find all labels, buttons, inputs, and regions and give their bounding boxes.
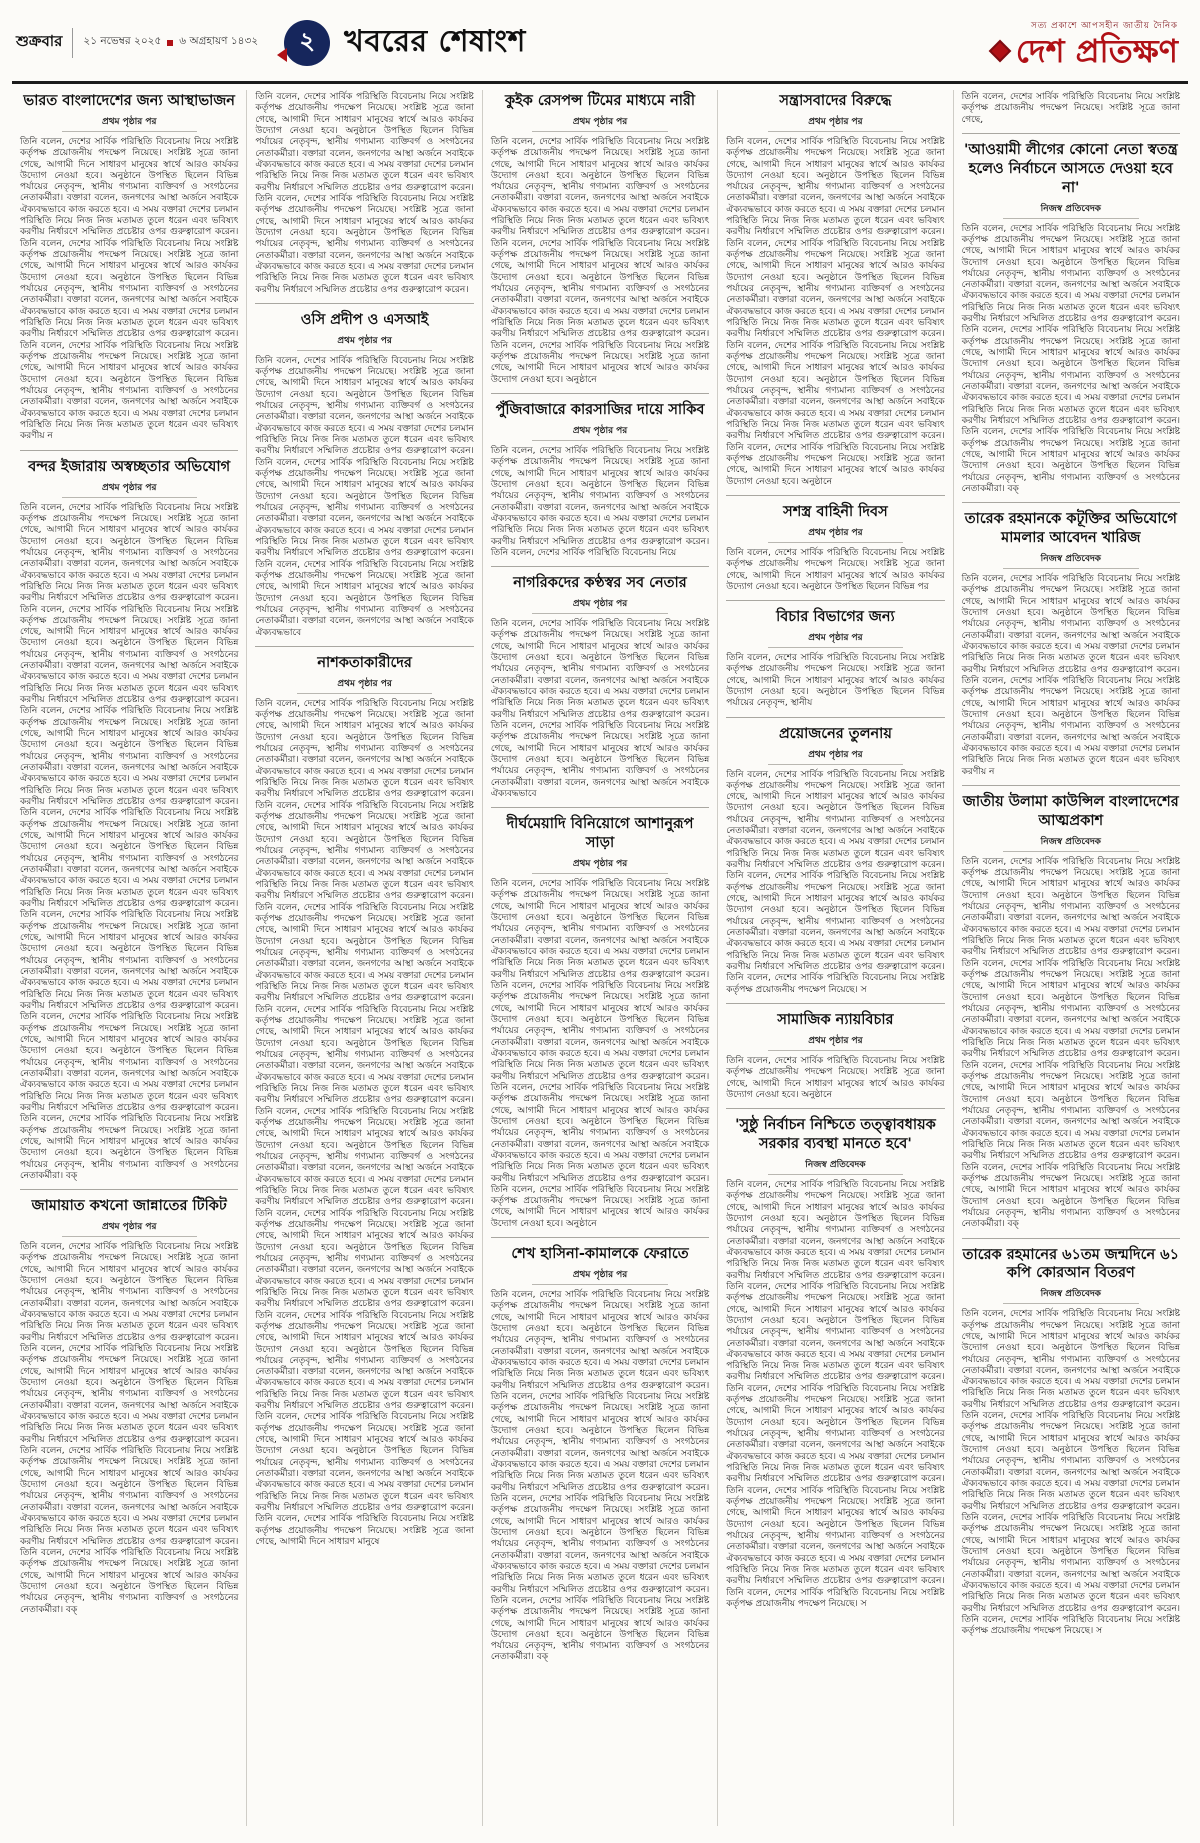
masthead <box>12 0 1188 84</box>
article-subhead: প্রথম পৃষ্ঠার পর <box>297 333 432 351</box>
article-body: তিনি বলেন, দেশের সার্বিক পরিস্থিতি বিবেচনায় নিয়ে সংশ্লিষ্ট কর্তৃপক্ষ প্রয়োজনীয় পদক্ষেপ নিয়েছে। সংশ্লিষ্ট সূত্রে জানা গেছে, আগামী দিনে সাধারণ মানুষের স্বার্থে আরও কার্যকর উদ্যোগ নেওয়া হবে। অনুষ্ঠানে উপস্থিত ছিলেন বিভিন্ন পর্যায়ের নেতৃবৃন্দ, স্থানীয় গণ্যমান্য ব্যক্তিবর্গ ও সংগঠনের নেতাকর্মীরা। বক্তারা বলেন, জনগণের আস্থা অর্জনে সবাইকে ঐক্যবদ্ধভাবে কাজ করতে হবে। এ সময় বক্তারা দেশের চলমান পরিস্থিতি নিয়ে নিজ নিজ মতামত তুলে ধরেন এবং ভবিষ্যৎ করণীয় নির্ধারণে সম্মিলিত প্রচেষ্টার ওপর গুরুত্বারোপ করেন। তিনি বলেন, দেশের সার্বিক পরিস্থিতি বিবেচনায় নিয়ে সংশ্লিষ্ট কর্তৃপক্ষ প্রয়োজনীয় পদক্ষেপ নিয়েছে। সংশ্লিষ্ট সূত্রে জানা গেছে, আগামী দিনে সাধারণ মানুষের স্বার্থে আরও কার্যকর উদ্যোগ নেওয়া হবে। অনুষ্ঠানে উপস্থিত ছিলেন বিভিন্ন পর্যায়ের নেতৃবৃন্দ, স্থানীয় গণ্যমান্য ব্যক্তিবর্গ ও সংগঠনের নেতাকর্মীরা। বক্তারা বলেন, জনগণের আস্থা অর্জনে সবাইকে ঐক্যবদ্ধভাবে কাজ করতে হবে। এ সময় বক্তারা দেশের চলমান পরিস্থিতি নিয়ে নিজ নিজ মতামত তুলে ধরেন এবং ভবিষ্যৎ করণীয় নির্ধারণে সম্মিলিত প্রচেষ্টার ওপর গুরুত্বারোপ করেন। তিনি বলেন, দেশের সার্বিক পরিস্থিতি বিবেচনায় নিয়ে সংশ্লিষ্ট কর্তৃপক্ষ প্রয়োজনীয় পদক্ষেপ নিয়েছে। সংশ্লিষ্ট সূত্রে জানা গেছে, আগামী দিনে সাধারণ মানুষের স্বার্থে আরও কার্যকর উদ্যোগ নেওয়া হবে। অনুষ্ঠানে উপস্থিত ছিলেন বিভিন্ন পর্যায়ের নেতৃবৃন্দ, স্থানীয় গণ্যমান্য ব্যক্তিবর্গ ও সংগঠনের নেতাকর্মীরা। বক্তারা বলেন, জনগণের আস্থা অর্জনে সবাইকে ঐক্যবদ্ধভাবে কাজ করতে হবে। এ সময় বক্তারা দেশের চলমান পরিস্থিতি নিয়ে নিজ নিজ মতামত তুলে ধরেন এবং ভবিষ্যৎ করণীয় নির্ধারণে সম্মিলিত প্রচেষ্টার ওপর গুরুত্বারোপ করেন। তিনি বলেন, দেশের সার্বিক পরিস্থিতি বিবেচনায় নিয়ে সংশ্লিষ্ট কর্তৃপক্ষ প্রয়োজনীয় পদক্ষেপ নিয়েছে। স <box>961 1309 1181 1637</box>
article <box>20 92 238 443</box>
news-column <box>483 90 718 1826</box>
article <box>962 785 1180 1231</box>
article <box>491 92 709 386</box>
article-headline: সন্ত্রাসবাদের বিরুদ্ধে <box>779 93 892 109</box>
article-headline: ওসি প্রদীপ ও এসআই <box>300 311 429 328</box>
article-subhead: প্রথম পৃষ্ঠার পর <box>62 114 197 132</box>
vertical-divider <box>72 28 73 58</box>
date-separator-icon <box>167 40 173 46</box>
article-subhead: প্রথম পৃষ্ঠার পর <box>768 525 903 543</box>
news-column <box>247 90 482 1826</box>
news-columns <box>12 84 1188 1826</box>
article-body: তিনি বলেন, দেশের সার্বিক পরিস্থিতি বিবেচনায় নিয়ে সংশ্লিষ্ট কর্তৃপক্ষ প্রয়োজনীয় পদক্ষেপ নিয়েছে। সংশ্লিষ্ট সূত্রে জানা গেছে, আগামী দিনে সাধারণ মানুষের স্বার্থে আরও কার্যকর উদ্যোগ নেওয়া হবে। অনুষ্ঠানে <box>726 1055 945 1100</box>
article-body: তিনি বলেন, দেশের সার্বিক পরিস্থিতি বিবেচনায় নিয়ে সংশ্লিষ্ট কর্তৃপক্ষ প্রয়োজনীয় পদক্ষেপ নিয়েছে। সংশ্লিষ্ট সূত্রে জানা গেছে, আগামী দিনে সাধারণ মানুষের স্বার্থে আরও কার্যকর উদ্যোগ নেওয়া হবে। অনুষ্ঠানে উপস্থিত ছিলেন বিভিন্ন পর্যায়ের নেতৃবৃন্দ, স্থানীয় গণ্যমান্য ব্যক্তিবর্গ ও সংগঠনের নেতাকর্মীরা। বক্তারা বলেন, জনগণের আস্থা অর্জনে সবাইকে ঐক্যবদ্ধভাবে কাজ করতে হবে। এ সময় বক্তারা দেশের চলমান পরিস্থিতি নিয়ে নিজ নিজ মতামত তুলে ধরেন এবং ভবিষ্যৎ করণীয় নির্ধারণে সম্মিলিত প্রচেষ্টার ওপর গুরুত্বারোপ করেন। তিনি বলেন, দেশের সার্বিক পরিস্থিতি বিবেচনায় নিয়ে সংশ্লিষ্ট কর্তৃপক্ষ প্রয়োজনীয় পদক্ষেপ নিয়েছে। সংশ্লিষ্ট সূত্রে জানা গেছে, আগামী দিনে সাধারণ মানুষের স্বার্থে আরও কার্যকর উদ্যোগ নেওয়া হবে। অনুষ্ঠানে উপস্থিত ছিলেন বিভিন্ন পর্যায়ের নেতৃবৃন্দ, স্থানীয় গণ্যমান্য ব্যক্তিবর্গ ও সংগঠনের নেতাকর্মীরা। বক্তারা বলেন, জনগণের আস্থা অর্জনে সবাইকে ঐক্যবদ্ধভাবে কাজ করতে হবে। এ সময় বক্তারা দেশের চলমান পরিস্থিতি নিয়ে নিজ নিজ মতামত তুলে ধরেন এবং ভবিষ্যৎ করণীয় নির্ধারণে সম্মিলিত প্রচেষ্টার ওপর গুরুত্বারোপ করেন। তিনি বলেন, দেশের সার্বিক পরিস্থিতি বিবেচনায় নিয়ে সংশ্লিষ্ট কর্তৃপক্ষ প্রয়োজনীয় পদক্ষেপ নিয়েছে। সংশ্লিষ্ট সূত্রে জানা গেছে, আগামী দিনে সাধারণ মানুষের স্বার্থে আরও কার্যকর উদ্যোগ নেওয়া হবে। অনুষ্ঠানে উপস্থিত ছিলেন বিভিন্ন পর্যায়ের নেতৃবৃন্দ, স্থানীয় গণ্যমান্য ব্যক্তিবর্গ ও সংগঠনের নেতাকর্মীরা। বক্ <box>961 223 1181 495</box>
gregorian-date: ২১ নভেম্বর ২০২৫ <box>83 35 162 47</box>
article-subhead: প্রথম পৃষ্ঠার পর <box>532 114 667 132</box>
article <box>491 807 709 1230</box>
date-line <box>83 34 258 51</box>
article-subhead: প্রথম পৃষ্ঠার পর <box>532 423 667 441</box>
article-body: তিনি বলেন, দেশের সার্বিক পরিস্থিতি বিবেচনায় নিয়ে সংশ্লিষ্ট কর্তৃপক্ষ প্রয়োজনীয় পদক্ষেপ নিয়েছে। সংশ্লিষ্ট সূত্রে জানা গেছে, আগামী দিনে সাধারণ মানুষের স্বার্থে আরও কার্যকর উদ্যোগ নেওয়া হবে। অনুষ্ঠানে উপস্থিত ছিলেন বিভিন্ন পর্যায়ের নেতৃবৃন্দ, স্থানীয় গণ্যমান্য ব্যক্তিবর্গ ও সংগঠনের নেতাকর্মীরা। বক্তারা বলেন, জনগণের আস্থা অর্জনে সবাইকে ঐক্যবদ্ধভাবে কাজ করতে হবে। এ সময় বক্তারা দেশের চলমান পরিস্থিতি নিয়ে নিজ নিজ মতামত তুলে ধরেন এবং ভবিষ্যৎ করণীয় নির্ধারণে সম্মিলিত প্রচেষ্টার ওপর গুরুত্বারোপ করেন। তিনি বলেন, দেশের সার্বিক পরিস্থিতি বিবেচনায় নিয়ে সংশ্লিষ্ট কর্তৃপক্ষ প্রয়োজনীয় পদক্ষেপ নিয়েছে। সংশ্লিষ্ট সূত্রে জানা গেছে, আগামী দিনে সাধারণ মানুষের স্বার্থে আরও কার্যকর উদ্যোগ নেওয়া হবে। অনুষ্ঠানে উপস্থিত ছিলেন বিভিন্ন পর্যায়ের নেতৃবৃন্দ, স্থানীয় গণ্যমান্য ব্যক্তিবর্গ ও সংগঠনের নেতাকর্মীরা। বক্তারা বলেন, জনগণের আস্থা অর্জনে সবাইকে ঐক্যবদ্ধভাবে কাজ করতে হবে। এ সময় বক্তারা দেশের চলমান পরিস্থিতি নিয়ে নিজ নিজ মতামত তুলে ধরেন এবং ভবিষ্যৎ করণীয় নির্ধারণে সম্মিলিত প্রচেষ্টার ওপর গুরুত্বারোপ করেন। তিনি বলেন, দেশের সার্বিক পরিস্থিতি বিবেচনায় নিয়ে সংশ্লিষ্ট কর্তৃপক্ষ প্রয়োজনীয় পদক্ষেপ নিয়েছে। সংশ্লিষ্ট সূত্রে জানা গেছে, আগামী দিনে সাধারণ মানুষের স্বার্থে আরও কার্যকর উদ্যোগ নেওয়া হবে। অনুষ্ঠানে <box>490 136 710 385</box>
article-subhead: প্রথম পৃষ্ঠার পর <box>532 596 667 614</box>
article-headline: নাগরিকদের কণ্ঠস্বর সব নেতার <box>513 575 687 592</box>
article <box>726 600 944 709</box>
article-body: তিনি বলেন, দেশের সার্বিক পরিস্থিতি বিবেচনায় নিয়ে সংশ্লিষ্ট কর্তৃপক্ষ প্রয়োজনীয় পদক্ষেপ নিয়েছে। সংশ্লিষ্ট সূত্রে জানা গেছে, আগামী দিনে সাধারণ মানুষের স্বার্থে আরও কার্যকর উদ্যোগ নেওয়া হবে। অনুষ্ঠানে উপস্থিত ছিলেন বিভিন্ন পর্যায়ের নেতৃবৃন্দ, স্থানীয় গণ্যমান্য ব্যক্তিবর্গ ও সংগঠনের নেতাকর্মীরা। বক্তারা বলেন, জনগণের আস্থা অর্জনে সবাইকে ঐক্যবদ্ধভাবে কাজ করতে হবে। এ সময় বক্তারা দেশের চলমান পরিস্থিতি নিয়ে নিজ নিজ মতামত তুলে ধরেন এবং ভবিষ্যৎ করণীয় নির্ধারণে সম্মিলিত প্রচেষ্টার ওপর গুরুত্বারোপ করেন। তিনি বলেন, দেশের সার্বিক পরিস্থিতি বিবেচনায় নিয়ে সংশ্লিষ্ট কর্তৃপক্ষ প্রয়োজনীয় পদক্ষেপ নিয়েছে। সংশ্লিষ্ট সূত্রে জানা গেছে, আগামী দিনে সাধারণ মানুষের স্বার্থে আরও কার্যকর উদ্যোগ নেওয়া হবে। অনুষ্ঠানে উপস্থিত ছিলেন বিভিন্ন পর্যায়ের নেতৃবৃন্দ, স্থানীয় গণ্যমান্য ব্যক্তিবর্গ ও সংগঠনের নেতাকর্মীরা। বক্তারা বলেন, জনগণের আস্থা অর্জনে সবাইকে ঐক্যবদ্ধভাবে কাজ করতে হবে। এ সময় বক্তারা দেশের চলমান পরিস্থিতি নিয়ে নিজ নিজ মতামত তুলে ধরেন এবং ভবিষ্যৎ করণীয় নির্ধারণে সম্মিলিত প্রচেষ্টার ওপর গুরুত্বারোপ করেন। তিনি বলেন, দেশের সার্বিক পরিস্থিতি বিবেচনায় নিয়ে সংশ্লিষ্ট কর্তৃপক্ষ প্রয়োজনীয় পদক্ষেপ নিয়েছে। সংশ্লিষ্ট সূত্রে জানা গেছে, আগামী দিনে সাধারণ মানুষের স্বার্থে আরও কার্যকর উদ্যোগ নেওয়া হবে। অনুষ্ঠানে উপস্থিত ছিলেন বিভিন্ন পর্যায়ের নেতৃবৃন্দ, স্থানীয় গণ্যমান্য ব্যক্তিবর্গ ও সংগঠনের নেতাকর্মীরা। বক্তারা বলেন, জনগণের আস্থা অর্জনে সবাইকে ঐক্যবদ্ধভাবে কাজ করতে হবে। এ সময় বক্তারা দেশের চলমান পরিস্থিতি নিয়ে নিজ নিজ মতামত তুলে ধরেন এবং ভবিষ্যৎ করণীয় নির্ধারণে সম্মিলিত প্রচেষ্টার ওপর গুরুত্বারোপ করেন। তিনি বলেন, দেশের সার্বিক পরিস্থিতি বিবেচনায় নিয়ে সংশ্লিষ্ট কর্তৃপক্ষ প্রয়োজনীয় পদক্ষেপ নিয়েছে। সংশ্লিষ্ট সূত্রে জানা গেছে, আগামী দিনে সাধারণ মানুষের স্বার্থে আরও কার্যকর উদ্যোগ নেওয়া হবে। অনুষ্ঠানে উপস্থিত ছিলেন বিভিন্ন পর্যায়ের নেতৃবৃন্দ, স্থানীয় গণ্যমান্য ব্যক্তিবর্গ ও সংগঠনের নেতাকর্মীরা। বক্তারা বলেন, জনগণের আস্থা অর্জনে সবাইকে ঐক্যবদ্ধভাবে কাজ করতে হবে। এ সময় বক্তারা দেশের চলমান পরিস্থিতি নিয়ে নিজ নিজ মতামত তুলে ধরেন এবং ভবিষ্যৎ করণীয় নির্ধারণে সম্মিলিত প্রচেষ্টার ওপর গুরুত্বারোপ করেন। তিনি বলেন, দেশের সার্বিক পরিস্থিতি বিবেচনায় নিয়ে সংশ্লিষ্ট কর্তৃপক্ষ প্রয়োজনীয় পদক্ষেপ নিয়েছে। সংশ্লিষ্ট সূত্রে জানা গেছে, আগামী দিনে সাধারণ মানুষের স্বার্থে আরও কার্যকর উদ্যোগ নেওয়া হবে। অনুষ্ঠানে উপস্থিত ছিলেন বিভিন্ন পর্যায়ের নেতৃবৃন্দ, স্থানীয় গণ্যমান্য ব্যক্তিবর্গ ও সংগঠনের নেতাকর্মীরা। বক্তারা বলেন, জনগণের আস্থা অর্জনে সবাইকে ঐক্যবদ্ধভাবে কাজ করতে হবে। এ সময় বক্তারা দেশের চলমান পরিস্থিতি নিয়ে নিজ নিজ মতামত তুলে ধরেন এবং ভবিষ্যৎ করণীয় নির্ধারণে সম্মিলিত প্রচেষ্টার ওপর গুরুত্বারোপ করেন। তিনি বলেন, দেশের সার্বিক পরিস্থিতি বিবেচনায় নিয়ে সংশ্লিষ্ট কর্তৃপক্ষ প্রয়োজনীয় পদক্ষেপ নিয়েছে। সংশ্লিষ্ট সূত্রে জানা গেছে, আগামী দিনে সাধারণ মানুষের স্বার্থে আরও কার্যকর উদ্যোগ নেওয়া হবে। অনুষ্ঠানে উপস্থিত ছিলেন বিভিন্ন পর্যায়ের নেতৃবৃন্দ, স্থানীয় গণ্যমান্য ব্যক্তিবর্গ ও সংগঠনের নেতাকর্মীরা। বক্তারা বলেন, জনগণের আস্থা অর্জনে সবাইকে ঐক্যবদ্ধভাবে কাজ করতে হবে। এ সময় বক্তারা দেশের চলমান পরিস্থিতি নিয়ে নিজ নিজ মতামত তুলে ধরেন এবং ভবিষ্যৎ করণীয় নির্ধারণে সম্মিলিত প্রচেষ্টার ওপর গুরুত্বারোপ করেন। তিনি বলেন, দেশের সার্বিক পরিস্থিতি বিবেচনায় নিয়ে সংশ্লিষ্ট কর্তৃপক্ষ প্রয়োজনীয় পদক্ষেপ নিয়েছে। সংশ্লিষ্ট সূত্রে জানা গেছে, আগামী দিনে সাধারণ মানুষের স্বার্থে আরও কার্যকর উদ্যোগ নেওয়া হবে। অনুষ্ঠানে উপস্থিত ছিলেন বিভিন্ন পর্যায়ের নেতৃবৃন্দ, স্থানীয় গণ্যমান্য ব্যক্তিবর্গ ও সংগঠনের নেতাকর্মীরা। বক্ <box>20 502 239 1181</box>
article-headline: সশস্ত্র বাহিনী দিবস <box>783 504 888 521</box>
article <box>491 566 709 800</box>
article-subhead: প্রথম পৃষ্ঠার পর <box>297 676 432 694</box>
article-headline: ভারত বাংলাদেশের জন্য আস্থাভাজন <box>23 93 235 109</box>
article <box>726 717 944 996</box>
logo-title: দেশ প্রতিক্ষণ <box>1015 31 1178 70</box>
article-body: তিনি বলেন, দেশের সার্বিক পরিস্থিতি বিবেচনায় নিয়ে সংশ্লিষ্ট কর্তৃপক্ষ প্রয়োজনীয় পদক্ষেপ নিয়েছে। সংশ্লিষ্ট সূত্রে জানা গেছে, আগামী দিনে সাধারণ মানুষের স্বার্থে আরও কার্যকর উদ্যোগ নেওয়া হবে। অনুষ্ঠানে উপস্থিত ছিলেন বিভিন্ন পর্যায়ের নেতৃবৃন্দ, স্থানীয় গণ্যমান্য ব্যক্তিবর্গ ও সংগঠনের নেতাকর্মীরা। বক্তারা বলেন, জনগণের আস্থা অর্জনে সবাইকে ঐক্যবদ্ধভাবে কাজ করতে হবে। এ সময় বক্তারা দেশের চলমান পরিস্থিতি নিয়ে নিজ নিজ মতামত তুলে ধরেন এবং ভবিষ্যৎ করণীয় নির্ধারণে সম্মিলিত প্রচেষ্টার ওপর গুরুত্বারোপ করেন। তিনি বলেন, দেশের সার্বিক পরিস্থিতি বিবেচনায় নিয়ে সংশ্লিষ্ট কর্তৃপক্ষ প্রয়োজনীয় পদক্ষেপ নিয়েছে। সংশ্লিষ্ট সূত্রে জানা গেছে, আগামী দিনে সাধারণ মানুষের স্বার্থে আরও কার্যকর উদ্যোগ নেওয়া হবে। অনুষ্ঠানে উপস্থিত ছিলেন বিভিন্ন পর্যায়ের নেতৃবৃন্দ, স্থানীয় গণ্যমান্য ব্যক্তিবর্গ ও সংগঠনের নেতাকর্মীরা। বক্তারা বলেন, জনগণের আস্থা অর্জনে সবাইকে ঐক্যবদ্ধভাবে কাজ করতে হবে। এ সময় বক্তারা দেশের চলমান পরিস্থিতি নিয়ে নিজ নিজ মতামত তুলে ধরেন এবং ভবিষ্যৎ করণীয় নির্ধারণে সম্মিলিত প্রচেষ্টার ওপর গুরুত্বারোপ করেন। তিনি বলেন, দেশের সার্বিক পরিস্থিতি বিবেচনায় নিয়ে সংশ্লিষ্ট কর্তৃপক্ষ প্রয়োজনীয় পদক্ষেপ নিয়েছে। সংশ্লিষ্ট সূত্রে জানা গেছে, আগামী দিনে সাধারণ মানুষের স্বার্থে আরও কার্যকর উদ্যোগ নেওয়া হবে। অনুষ্ঠানে উপস্থিত ছিলেন বিভিন্ন পর্যায়ের নেতৃবৃন্দ, স্থানীয় গণ্যমান্য ব্যক্তিবর্গ ও সংগঠনের নেতাকর্মীরা। বক্তারা বলেন, জনগণের আস্থা অর্জনে সবাইকে ঐক্যবদ্ধভাবে কাজ করতে হবে। এ সময় বক্তারা দেশের চলমান পরিস্থিতি নিয়ে নিজ নিজ মতামত তুলে ধরেন এবং ভবিষ্যৎ করণীয় নির্ধারণে সম্মিলিত প্রচেষ্টার ওপর গুরুত্বারোপ করেন। তিনি বলেন, দেশের সার্বিক পরিস্থিতি বিবেচনায় নিয়ে সংশ্লিষ্ট কর্তৃপক্ষ প্রয়োজনীয় পদক্ষেপ নিয়েছে। সংশ্লিষ্ট সূত্রে জানা গেছে, আগামী দিনে সাধারণ মানুষের স্বার্থে আরও কার্যকর উদ্যোগ নেওয়া হবে। অনুষ্ঠানে উপস্থিত ছিলেন বিভিন্ন পর্যায়ের নেতৃবৃন্দ, স্থানীয় গণ্যমান্য ব্যক্তিবর্গ ও সংগঠনের নেতাকর্মীরা। বক্তারা বলেন, জনগণের আস্থা অর্জনে সবাইকে ঐক্যবদ্ধভাবে কাজ করতে হবে। এ সময় বক্তারা দেশের চলমান পরিস্থিতি নিয়ে নিজ নিজ মতামত তুলে ধরেন এবং ভবিষ্যৎ করণীয় নির্ধারণে সম্মিলিত প্রচেষ্টার ওপর গুরুত্বারোপ করেন। তিনি বলেন, দেশের সার্বিক পরিস্থিতি বিবেচনায় নিয়ে সংশ্লিষ্ট কর্তৃপক্ষ প্রয়োজনীয় পদক্ষেপ নিয়েছে। স <box>726 1179 945 1610</box>
article-body: তিনি বলেন, দেশের সার্বিক পরিস্থিতি বিবেচনায় নিয়ে সংশ্লিষ্ট কর্তৃপক্ষ প্রয়োজনীয় পদক্ষেপ নিয়েছে। সংশ্লিষ্ট সূত্রে জানা গেছে, আগামী দিনে সাধারণ মানুষের স্বার্থে আরও কার্যকর উদ্যোগ নেওয়া হবে। অনুষ্ঠানে উপস্থিত ছিলেন বিভিন্ন পর্যায়ের নেতৃবৃন্দ, স্থানীয় গণ্যমান্য ব্যক্তিবর্গ ও সংগঠনের নেতাকর্মীরা। বক্তারা বলেন, জনগণের আস্থা অর্জনে সবাইকে ঐক্যবদ্ধভাবে কাজ করতে হবে। এ সময় বক্তারা দেশের চলমান পরিস্থিতি নিয়ে নিজ নিজ মতামত তুলে ধরেন এবং ভবিষ্যৎ করণীয় নির্ধারণে সম্মিলিত প্রচেষ্টার ওপর গুরুত্বারোপ করেন। তিনি বলেন, দেশের সার্বিক পরিস্থিতি বিবেচনায় নিয়ে সংশ্লিষ্ট কর্তৃপক্ষ প্রয়োজনীয় পদক্ষেপ নিয়েছে। সংশ্লিষ্ট সূত্রে জানা গেছে, আগামী দিনে সাধারণ মানুষের স্বার্থে আরও কার্যকর উদ্যোগ নেওয়া হবে। অনুষ্ঠানে উপস্থিত ছিলেন বিভিন্ন পর্যায়ের নেতৃবৃন্দ, স্থানীয় গণ্যমান্য ব্যক্তিবর্গ ও সংগঠনের নেতাকর্মীরা। বক্তারা বলেন, জনগণের আস্থা অর্জনে সবাইকে ঐক্যবদ্ধভাবে <box>490 619 710 799</box>
article-subhead: প্রথম পৃষ্ঠার পর <box>768 630 903 648</box>
article-headline: প্রয়োজনের তুলনায় <box>778 725 892 742</box>
article-headline: জাতীয় উলামা কাউন্সিল বাংলাদেশের আত্মপ্রকাশ <box>962 793 1179 829</box>
article-body: তিনি বলেন, দেশের সার্বিক পরিস্থিতি বিবেচনায় নিয়ে সংশ্লিষ্ট কর্তৃপক্ষ প্রয়োজনীয় পদক্ষেপ নিয়েছে। সংশ্লিষ্ট সূত্রে জানা গেছে, আগামী দিনে সাধারণ মানুষের স্বার্থে আরও কার্যকর উদ্যোগ নেওয়া হবে। অনুষ্ঠানে উপস্থিত ছিলেন বিভিন্ন পর্যায়ের নেতৃবৃন্দ, স্থানীয় গণ্যমান্য ব্যক্তিবর্গ ও সংগঠনের নেতাকর্মীরা। বক্তারা বলেন, জনগণের আস্থা অর্জনে সবাইকে ঐক্যবদ্ধভাবে কাজ করতে হবে। এ সময় বক্তারা দেশের চলমান পরিস্থিতি নিয়ে নিজ নিজ মতামত তুলে ধরেন এবং ভবিষ্যৎ করণীয় নির্ধারণে সম্মিলিত প্রচেষ্টার ওপর গুরুত্বারোপ করেন। তিনি বলেন, দেশের সার্বিক পরিস্থিতি বিবেচনায় নিয়ে সংশ্লিষ্ট কর্তৃপক্ষ প্রয়োজনীয় পদক্ষেপ নিয়েছে। সংশ্লিষ্ট সূত্রে জানা গেছে, আগামী দিনে সাধারণ মানুষের স্বার্থে আরও কার্যকর উদ্যোগ নেওয়া হবে। অনুষ্ঠানে উপস্থিত ছিলেন বিভিন্ন পর্যায়ের নেতৃবৃন্দ, স্থানীয় গণ্যমান্য ব্যক্তিবর্গ ও সংগঠনের নেতাকর্মীরা। বক্তারা বলেন, জনগণের আস্থা অর্জনে সবাইকে ঐক্যবদ্ধভাবে কাজ করতে হবে। এ সময় বক্তারা দেশের চলমান পরিস্থিতি নিয়ে নিজ নিজ মতামত তুলে ধরেন এবং ভবিষ্যৎ করণীয় নির্ধারণে সম্মিলিত প্রচেষ্টার ওপর গুরুত্বারোপ করেন। তিনি বলেন, দেশের সার্বিক পরিস্থিতি বিবেচনায় নিয়ে সংশ্লিষ্ট কর্তৃপক্ষ প্রয়োজনীয় পদক্ষেপ নিয়েছে। সংশ্লিষ্ট সূত্রে জানা গেছে, আগামী দিনে সাধারণ মানুষের স্বার্থে আরও কার্যকর উদ্যোগ নেওয়া হবে। অনুষ্ঠানে উপস্থিত ছিলেন বিভিন্ন পর্যায়ের নেতৃবৃন্দ, স্থানীয় গণ্যমান্য ব্যক্তিবর্গ ও সংগঠনের নেতাকর্মীরা। বক্তারা বলেন, জনগণের আস্থা অর্জনে সবাইকে ঐক্যবদ্ধভাবে কাজ করতে হবে। এ সময় বক্তারা দেশের চলমান পরিস্থিতি নিয়ে নিজ নিজ মতামত তুলে ধরেন এবং ভবিষ্যৎ করণীয় নির্ধারণে সম্মিলিত প্রচেষ্টার ওপর গুরুত্বারোপ করেন। তিনি বলেন, দেশের সার্বিক পরিস্থিতি বিবেচনায় নিয়ে সংশ্লিষ্ট কর্তৃপক্ষ প্রয়োজনীয় পদক্ষেপ নিয়েছে। সংশ্লিষ্ট সূত্রে জানা গেছে, আগামী দিনে সাধারণ মানুষের স্বার্থে আরও কার্যকর উদ্যোগ নেওয়া হবে। অনুষ্ঠানে <box>726 136 945 487</box>
article-body: তিনি বলেন, দেশের সার্বিক পরিস্থিতি বিবেচনায় নিয়ে সংশ্লিষ্ট কর্তৃপক্ষ প্রয়োজনীয় পদক্ষেপ নিয়েছে। সংশ্লিষ্ট সূত্রে জানা গেছে, আগামী দিনে সাধারণ মানুষের স্বার্থে আরও কার্যকর উদ্যোগ নেওয়া হবে। অনুষ্ঠানে উপস্থিত ছিলেন বিভিন্ন পর্যায়ের নেতৃবৃন্দ, স্থানীয় গণ্যমান্য ব্যক্তিবর্গ ও সংগঠনের নেতাকর্মীরা। বক্তারা বলেন, জনগণের আস্থা অর্জনে সবাইকে ঐক্যবদ্ধভাবে কাজ করতে হবে। এ সময় বক্তারা দেশের চলমান পরিস্থিতি নিয়ে নিজ নিজ মতামত তুলে ধরেন এবং ভবিষ্যৎ করণীয় নির্ধারণে সম্মিলিত প্রচেষ্টার ওপর গুরুত্বারোপ করেন। তিনি বলেন, দেশের সার্বিক পরিস্থিতি বিবেচনায় নিয়ে সংশ্লিষ্ট কর্তৃপক্ষ প্রয়োজনীয় পদক্ষেপ নিয়েছে। সংশ্লিষ্ট সূত্রে জানা গেছে, আগামী দিনে সাধারণ মানুষের স্বার্থে আরও কার্যকর উদ্যোগ নেওয়া হবে। অনুষ্ঠানে উপস্থিত ছিলেন বিভিন্ন পর্যায়ের নেতৃবৃন্দ, স্থানীয় গণ্যমান্য ব্যক্তিবর্গ ও সংগঠনের নেতাকর্মীরা। বক্তারা বলেন, জনগণের আস্থা অর্জনে সবাইকে ঐক্যবদ্ধভাবে কাজ করতে হবে। এ সময় বক্তারা দেশের চলমান পরিস্থিতি নিয়ে নিজ নিজ মতামত তুলে ধরেন এবং ভবিষ্যৎ করণীয় ন <box>961 574 1181 777</box>
article-body: তিনি বলেন, দেশের সার্বিক পরিস্থিতি বিবেচনায় নিয়ে সংশ্লিষ্ট কর্তৃপক্ষ প্রয়োজনীয় পদক্ষেপ নিয়েছে। সংশ্লিষ্ট সূত্রে জানা গেছে, <box>961 92 1181 125</box>
date-block <box>16 28 258 58</box>
article <box>255 646 473 1548</box>
article-subhead: নিজস্ব প্রতিবেদক <box>1003 1286 1138 1304</box>
bengali-date: ৬ অগ্রহায়ণ ১৪৩২ <box>179 35 259 47</box>
logo-mark-icon <box>988 39 1011 62</box>
article-subhead: প্রথম পৃষ্ঠার পর <box>768 114 903 132</box>
article-headline: তারেক রহমানের ৬১তম জন্মদিনে ৬১ কপি কোরআন বিতরণ <box>962 1246 1179 1282</box>
article-body: তিনি বলেন, দেশের সার্বিক পরিস্থিতি বিবেচনায় নিয়ে সংশ্লিষ্ট কর্তৃপক্ষ প্রয়োজনীয় পদক্ষেপ নিয়েছে। সংশ্লিষ্ট সূত্রে জানা গেছে, আগামী দিনে সাধারণ মানুষের স্বার্থে আরও কার্যকর উদ্যোগ নেওয়া হবে। অনুষ্ঠানে উপস্থিত ছিলেন বিভিন্ন পর্যায়ের নেতৃবৃন্দ, স্থানীয় গণ্যমান্য ব্যক্তিবর্গ ও সংগঠনের নেতাকর্মীরা। বক্তারা বলেন, জনগণের আস্থা অর্জনে সবাইকে ঐক্যবদ্ধভাবে কাজ করতে হবে। এ সময় বক্তারা দেশের চলমান পরিস্থিতি নিয়ে নিজ নিজ মতামত তুলে ধরেন এবং ভবিষ্যৎ করণীয় নির্ধারণে সম্মিলিত প্রচেষ্টার ওপর গুরুত্বারোপ করেন। তিনি বলেন, দেশের সার্বিক পরিস্থিতি বিবেচনায় নিয়ে <box>490 445 710 558</box>
article-headline: বন্দর ইজারায় অস্বচ্ছতার অভিযোগ <box>28 458 231 475</box>
article-headline: সামাজিক ন্যায়বিচার <box>777 1012 894 1029</box>
article-body: তিনি বলেন, দেশের সার্বিক পরিস্থিতি বিবেচনায় নিয়ে সংশ্লিষ্ট কর্তৃপক্ষ প্রয়োজনীয় পদক্ষেপ নিয়েছে। সংশ্লিষ্ট সূত্রে জানা গেছে, আগামী দিনে সাধারণ মানুষের স্বার্থে আরও কার্যকর উদ্যোগ নেওয়া হবে। অনুষ্ঠানে উপস্থিত ছিলেন বিভিন্ন পর্যায়ের নেতৃবৃন্দ, স্থানীয় গণ্যমান্য ব্যক্তিবর্গ ও সংগঠনের নেতাকর্মীরা। বক্তারা বলেন, জনগণের আস্থা অর্জনে সবাইকে ঐক্যবদ্ধভাবে কাজ করতে হবে। এ সময় বক্তারা দেশের চলমান পরিস্থিতি নিয়ে নিজ নিজ মতামত তুলে ধরেন এবং ভবিষ্যৎ করণীয় নির্ধারণে সম্মিলিত প্রচেষ্টার ওপর গুরুত্বারোপ করেন। তিনি বলেন, দেশের সার্বিক পরিস্থিতি বিবেচনায় নিয়ে সংশ্লিষ্ট কর্তৃপক্ষ প্রয়োজনীয় পদক্ষেপ নিয়েছে। সংশ্লিষ্ট সূত্রে জানা গেছে, আগামী দিনে সাধারণ মানুষের স্বার্থে আরও কার্যকর উদ্যোগ নেওয়া হবে। অনুষ্ঠানে উপস্থিত ছিলেন বিভিন্ন পর্যায়ের নেতৃবৃন্দ, স্থানীয় গণ্যমান্য ব্যক্তিবর্গ ও সংগঠনের নেতাকর্মীরা। বক্তারা বলেন, জনগণের আস্থা অর্জনে সবাইকে ঐক্যবদ্ধভাবে কাজ করতে হবে। এ সময় বক্তারা দেশের চলমান পরিস্থিতি নিয়ে নিজ নিজ মতামত তুলে ধরেন এবং ভবিষ্যৎ করণীয় নির্ধারণে সম্মিলিত প্রচেষ্টার ওপর গুরুত্বারোপ করেন। তিনি বলেন, দেশের সার্বিক পরিস্থিতি বিবেচনায় নিয়ে সংশ্লিষ্ট কর্তৃপক্ষ প্রয়োজনীয় পদক্ষেপ নিয়েছে। সংশ্লিষ্ট সূত্রে জানা গেছে, আগামী দিনে সাধারণ মানুষের স্বার্থে আরও কার্যকর উদ্যোগ নেওয়া হবে। অনুষ্ঠানে উপস্থিত ছিলেন বিভিন্ন পর্যায়ের নেতৃবৃন্দ, স্থানীয় গণ্যমান্য ব্যক্তিবর্গ ও সংগঠনের নেতাকর্মীরা। বক্তারা বলেন, জনগণের আস্থা অর্জনে সবাইকে ঐক্যবদ্ধভাবে <box>255 355 474 638</box>
page-number-badge <box>284 20 330 66</box>
article-headline: পুঁজিবাজারে কারসাজির দায়ে সাকিব <box>495 402 705 419</box>
article <box>726 1108 944 1610</box>
article-headline: বিচার বিভাগের জন্য <box>776 609 895 626</box>
article <box>962 1238 1180 1638</box>
article-headline: 'আওয়ামী লীগের কোনো নেতা স্বতন্ত্র হলেও নির্বাচনে আসতে দেওয়া হবে না' <box>963 141 1178 196</box>
article <box>726 1003 944 1101</box>
article-subhead: প্রথম পৃষ্ঠার পর <box>532 856 667 874</box>
article-headline: নাশকতাকারীদের <box>317 654 412 671</box>
article-subhead: নিজস্ব প্রতিবেদক <box>768 1157 903 1175</box>
article-headline: কুইক রেসপন্স টিমের মাধ্যমে নারী <box>504 93 696 109</box>
article <box>20 1189 238 1616</box>
article <box>962 502 1180 778</box>
news-column <box>718 90 953 1826</box>
article-subhead: প্রথম পৃষ্ঠার পর <box>768 747 903 765</box>
article-body: তিনি বলেন, দেশের সার্বিক পরিস্থিতি বিবেচনায় নিয়ে সংশ্লিষ্ট কর্তৃপক্ষ প্রয়োজনীয় পদক্ষেপ নিয়েছে। সংশ্লিষ্ট সূত্রে জানা গেছে, আগামী দিনে সাধারণ মানুষের স্বার্থে আরও কার্যকর উদ্যোগ নেওয়া হবে। অনুষ্ঠানে উপস্থিত ছিলেন বিভিন্ন পর্যায়ের নেতৃবৃন্দ, স্থানীয় গণ্যমান্য ব্যক্তিবর্গ ও সংগঠনের নেতাকর্মীরা। বক্তারা বলেন, জনগণের আস্থা অর্জনে সবাইকে ঐক্যবদ্ধভাবে কাজ করতে হবে। এ সময় বক্তারা দেশের চলমান পরিস্থিতি নিয়ে নিজ নিজ মতামত তুলে ধরেন এবং ভবিষ্যৎ করণীয় নির্ধারণে সম্মিলিত প্রচেষ্টার ওপর গুরুত্বারোপ করেন। তিনি বলেন, দেশের সার্বিক পরিস্থিতি বিবেচনায় নিয়ে সংশ্লিষ্ট কর্তৃপক্ষ প্রয়োজনীয় পদক্ষেপ নিয়েছে। সংশ্লিষ্ট সূত্রে জানা গেছে, আগামী দিনে সাধারণ মানুষের স্বার্থে আরও কার্যকর উদ্যোগ নেওয়া হবে। অনুষ্ঠানে উপস্থিত ছিলেন বিভিন্ন পর্যায়ের নেতৃবৃন্দ, স্থানীয় গণ্যমান্য ব্যক্তিবর্গ ও সংগঠনের নেতাকর্মীরা। বক্তারা বলেন, জনগণের আস্থা অর্জনে সবাইকে ঐক্যবদ্ধভাবে কাজ করতে হবে। এ সময় বক্তারা দেশের চলমান পরিস্থিতি নিয়ে নিজ নিজ মতামত তুলে ধরেন এবং ভবিষ্যৎ করণীয় নির্ধারণে সম্মিলিত প্রচেষ্টার ওপর গুরুত্বারোপ করেন। তিনি বলেন, দেশের সার্বিক পরিস্থিতি বিবেচনায় নিয়ে সংশ্লিষ্ট কর্তৃপক্ষ প্রয়োজনীয় পদক্ষেপ নিয়েছে। সংশ্লিষ্ট সূত্রে জানা গেছে, আগামী দিনে সাধারণ মানুষের স্বার্থে আরও কার্যকর উদ্যোগ নেওয়া হবে। অনুষ্ঠানে উপস্থিত ছিলেন বিভিন্ন পর্যায়ের নেতৃবৃন্দ, স্থানীয় গণ্যমান্য ব্যক্তিবর্গ ও সংগঠনের নেতাকর্মীরা। বক্তারা বলেন, জনগণের আস্থা অর্জনে সবাইকে ঐক্যবদ্ধভাবে কাজ করতে হবে। এ সময় বক্তারা দেশের চলমান পরিস্থিতি নিয়ে নিজ নিজ মতামত তুলে ধরেন এবং ভবিষ্যৎ করণীয় ন <box>20 136 239 442</box>
article-subhead: নিজস্ব প্রতিবেদক <box>1003 201 1138 219</box>
article-headline: তারেক রহমানকে কটূক্তির অভিযোগে মামলার আবেদন খারিজ <box>964 511 1177 547</box>
article-body: তিনি বলেন, দেশের সার্বিক পরিস্থিতি বিবেচনায় নিয়ে সংশ্লিষ্ট কর্তৃপক্ষ প্রয়োজনীয় পদক্ষেপ নিয়েছে। সংশ্লিষ্ট সূত্রে জানা গেছে, আগামী দিনে সাধারণ মানুষের স্বার্থে আরও কার্যকর উদ্যোগ নেওয়া হবে। অনুষ্ঠানে উপস্থিত ছিলেন বিভিন্ন পর্যায়ের নেতৃবৃন্দ, স্থানীয় গণ্যমান্য ব্যক্তিবর্গ ও সংগঠনের নেতাকর্মীরা। বক্তারা বলেন, জনগণের আস্থা অর্জনে সবাইকে ঐক্যবদ্ধভাবে কাজ করতে হবে। এ সময় বক্তারা দেশের চলমান পরিস্থিতি নিয়ে নিজ নিজ মতামত তুলে ধরেন এবং ভবিষ্যৎ করণীয় নির্ধারণে সম্মিলিত প্রচেষ্টার ওপর গুরুত্বারোপ করেন। তিনি বলেন, দেশের সার্বিক পরিস্থিতি বিবেচনায় নিয়ে সংশ্লিষ্ট কর্তৃপক্ষ প্রয়োজনীয় পদক্ষেপ নিয়েছে। সংশ্লিষ্ট সূত্রে জানা গেছে, আগামী দিনে সাধারণ মানুষের স্বার্থে আরও কার্যকর উদ্যোগ নেওয়া হবে। অনুষ্ঠানে উপস্থিত ছিলেন বিভিন্ন পর্যায়ের নেতৃবৃন্দ, স্থানীয় গণ্যমান্য ব্যক্তিবর্গ ও সংগঠনের নেতাকর্মীরা। বক্তারা বলেন, জনগণের আস্থা অর্জনে সবাইকে ঐক্যবদ্ধভাবে কাজ করতে হবে। এ সময় বক্তারা দেশের চলমান পরিস্থিতি নিয়ে নিজ নিজ মতামত তুলে ধরেন এবং ভবিষ্যৎ করণীয় নির্ধারণে সম্মিলিত প্রচেষ্টার ওপর গুরুত্বারোপ করেন। তিনি বলেন, দেশের সার্বিক পরিস্থিতি বিবেচনায় নিয়ে সংশ্লিষ্ট কর্তৃপক্ষ প্রয়োজনীয় পদক্ষেপ নিয়েছে। সংশ্লিষ্ট সূত্রে জানা গেছে, আগামী দিনে সাধারণ মানুষের স্বার্থে আরও কার্যকর উদ্যোগ নেওয়া হবে। অনুষ্ঠানে উপস্থিত ছিলেন বিভিন্ন পর্যায়ের নেতৃবৃন্দ, স্থানীয় গণ্যমান্য ব্যক্তিবর্গ ও সংগঠনের নেতাকর্মীরা। বক্তারা বলেন, জনগণের আস্থা অর্জনে সবাইকে ঐক্যবদ্ধভাবে কাজ করতে হবে। এ সময় বক্তারা দেশের চলমান পরিস্থিতি নিয়ে নিজ নিজ মতামত তুলে ধরেন এবং ভবিষ্যৎ করণীয় নির্ধারণে সম্মিলিত প্রচেষ্টার ওপর গুরুত্বারোপ করেন। তিনি বলেন, দেশের সার্বিক পরিস্থিতি বিবেচনায় নিয়ে সংশ্লিষ্ট কর্তৃপক্ষ প্রয়োজনীয় পদক্ষেপ নিয়েছে। সংশ্লিষ্ট সূত্রে জানা গেছে, আগামী দিনে সাধারণ মানুষের স্বার্থে আরও কার্যকর উদ্যোগ নেওয়া হবে। অনুষ্ঠানে উপস্থিত ছিলেন বিভিন্ন পর্যায়ের নেতৃবৃন্দ, স্থানীয় গণ্যমান্য ব্যক্তিবর্গ ও সংগঠনের নেতাকর্মীরা। বক্ <box>490 1289 710 1663</box>
article-headline: দীর্ঘমেয়াদি বিনিয়োগে আশানুরূপ সাড়া <box>506 816 694 852</box>
article <box>491 1237 709 1664</box>
article-body: তিনি বলেন, দেশের সার্বিক পরিস্থিতি বিবেচনায় নিয়ে সংশ্লিষ্ট কর্তৃপক্ষ প্রয়োজনীয় পদক্ষেপ নিয়েছে। সংশ্লিষ্ট সূত্রে জানা গেছে, আগামী দিনে সাধারণ মানুষের স্বার্থে আরও কার্যকর উদ্যোগ নেওয়া হবে। অনুষ্ঠানে উপস্থিত ছিলেন বিভিন্ন পর্যায়ের নেতৃবৃন্দ, স্থানীয় গণ্যমান্য ব্যক্তিবর্গ ও সংগঠনের নেতাকর্মীরা। বক্তারা বলেন, জনগণের আস্থা অর্জনে সবাইকে ঐক্যবদ্ধভাবে কাজ করতে হবে। এ সময় বক্তারা দেশের চলমান পরিস্থিতি নিয়ে নিজ নিজ মতামত তুলে ধরেন এবং ভবিষ্যৎ করণীয় নির্ধারণে সম্মিলিত প্রচেষ্টার ওপর গুরুত্বারোপ করেন। তিনি বলেন, দেশের সার্বিক পরিস্থিতি বিবেচনায় নিয়ে সংশ্লিষ্ট কর্তৃপক্ষ প্রয়োজনীয় পদক্ষেপ নিয়েছে। সংশ্লিষ্ট সূত্রে জানা গেছে, আগামী দিনে সাধারণ মানুষের স্বার্থে আরও কার্যকর উদ্যোগ নেওয়া হবে। অনুষ্ঠানে উপস্থিত ছিলেন বিভিন্ন পর্যায়ের নেতৃবৃন্দ, স্থানীয় গণ্যমান্য ব্যক্তিবর্গ ও সংগঠনের নেতাকর্মীরা। বক্তারা বলেন, জনগণের আস্থা অর্জনে সবাইকে ঐক্যবদ্ধভাবে কাজ করতে হবে। এ সময় বক্তারা দেশের চলমান পরিস্থিতি নিয়ে নিজ নিজ মতামত তুলে ধরেন এবং ভবিষ্যৎ করণীয় নির্ধারণে সম্মিলিত প্রচেষ্টার ওপর গুরুত্বারোপ করেন। তিনি বলেন, দেশের সার্বিক পরিস্থিতি বিবেচনায় নিয়ে সংশ্লিষ্ট কর্তৃপক্ষ প্রয়োজনীয় পদক্ষেপ নিয়েছে। সংশ্লিষ্ট সূত্রে জানা গেছে, আগামী দিনে সাধারণ মানুষের স্বার্থে আরও কার্যকর উদ্যোগ নেওয়া হবে। অনুষ্ঠানে উপস্থিত ছিলেন বিভিন্ন পর্যায়ের নেতৃবৃন্দ, স্থানীয় গণ্যমান্য ব্যক্তিবর্গ ও সংগঠনের নেতাকর্মীরা। বক্তারা বলেন, জনগণের আস্থা অর্জনে সবাইকে ঐক্যবদ্ধভাবে কাজ করতে হবে। এ সময় বক্তারা দেশের চলমান পরিস্থিতি নিয়ে নিজ নিজ মতামত তুলে ধরেন এবং ভবিষ্যৎ করণীয় নির্ধারণে সম্মিলিত প্রচেষ্টার ওপর গুরুত্বারোপ করেন। তিনি বলেন, দেশের সার্বিক পরিস্থিতি বিবেচনায় নিয়ে সংশ্লিষ্ট কর্তৃপক্ষ প্রয়োজনীয় পদক্ষেপ নিয়েছে। সংশ্লিষ্ট সূত্রে জানা গেছে, আগামী দিনে সাধারণ মানুষের স্বার্থে আরও কার্যকর উদ্যোগ নেওয়া হবে। অনুষ্ঠানে উপস্থিত ছিলেন বিভিন্ন পর্যায়ের নেতৃবৃন্দ, স্থানীয় গণ্যমান্য ব্যক্তিবর্গ ও সংগঠনের নেতাকর্মীরা। বক্তারা বলেন, জনগণের আস্থা অর্জনে সবাইকে ঐক্যবদ্ধভাবে কাজ করতে হবে। এ সময় বক্তারা দেশের চলমান পরিস্থিতি নিয়ে নিজ নিজ মতামত তুলে ধরেন এবং ভবিষ্যৎ করণীয় নির্ধারণে সম্মিলিত প্রচেষ্টার ওপর গুরুত্বারোপ করেন। তিনি বলেন, দেশের সার্বিক পরিস্থিতি বিবেচনায় নিয়ে সংশ্লিষ্ট কর্তৃপক্ষ প্রয়োজনীয় পদক্ষেপ নিয়েছে। সংশ্লিষ্ট সূত্রে জানা গেছে, আগামী দিনে সাধারণ মানুষের স্বার্থে আরও কার্যকর উদ্যোগ নেওয়া হবে। অনুষ্ঠানে উপস্থিত ছিলেন বিভিন্ন পর্যায়ের নেতৃবৃন্দ, স্থানীয় গণ্যমান্য ব্যক্তিবর্গ ও সংগঠনের নেতাকর্মীরা। বক্তারা বলেন, জনগণের আস্থা অর্জনে সবাইকে ঐক্যবদ্ধভাবে কাজ করতে হবে। এ সময় বক্তারা দেশের চলমান পরিস্থিতি নিয়ে নিজ নিজ মতামত তুলে ধরেন এবং ভবিষ্যৎ করণীয় নির্ধারণে সম্মিলিত প্রচেষ্টার ওপর গুরুত্বারোপ করেন। তিনি বলেন, দেশের সার্বিক পরিস্থিতি বিবেচনায় নিয়ে সংশ্লিষ্ট কর্তৃপক্ষ প্রয়োজনীয় পদক্ষেপ নিয়েছে। সংশ্লিষ্ট সূত্রে জানা গেছে, আগামী দিনে সাধারণ মানুষের স্বার্থে আরও কার্যকর উদ্যোগ নেওয়া হবে। অনুষ্ঠানে উপস্থিত ছিলেন বিভিন্ন পর্যায়ের নেতৃবৃন্দ, স্থানীয় গণ্যমান্য ব্যক্তিবর্গ ও সংগঠনের নেতাকর্মীরা। বক্তারা বলেন, জনগণের আস্থা অর্জনে সবাইকে ঐক্যবদ্ধভাবে কাজ করতে হবে। এ সময় বক্তারা দেশের চলমান পরিস্থিতি নিয়ে নিজ নিজ মতামত তুলে ধরেন এবং ভবিষ্যৎ করণীয় নির্ধারণে সম্মিলিত প্রচেষ্টার ওপর গুরুত্বারোপ করেন। তিনি বলেন, দেশের সার্বিক পরিস্থিতি বিবেচনায় নিয়ে সংশ্লিষ্ট কর্তৃপক্ষ প্রয়োজনীয় পদক্ষেপ নিয়েছে। সংশ্লিষ্ট সূত্রে জানা গেছে, আগামী দিনে সাধারণ মানুষের স্বার্থে আরও কার্যকর উদ্যোগ নেওয়া হবে। অনুষ্ঠানে উপস্থিত ছিলেন বিভিন্ন পর্যায়ের নেতৃবৃন্দ, স্থানীয় গণ্যমান্য ব্যক্তিবর্গ ও সংগঠনের নেতাকর্মীরা। বক্তারা বলেন, জনগণের আস্থা অর্জনে সবাইকে ঐক্যবদ্ধভাবে কাজ করতে হবে। এ সময় বক্তারা দেশের চলমান পরিস্থিতি নিয়ে নিজ নিজ মতামত তুলে ধরেন এবং ভবিষ্যৎ করণীয় নির্ধারণে সম্মিলিত প্রচেষ্টার ওপর গুরুত্বারোপ করেন। তিনি বলেন, দেশের সার্বিক পরিস্থিতি বিবেচনায় নিয়ে সংশ্লিষ্ট কর্তৃপক্ষ প্রয়োজনীয় পদক্ষেপ নিয়েছে। সংশ্লিষ্ট সূত্রে জানা গেছে, আগামী দিনে সাধারণ মানুষের স্বার্থে আরও কার্যকর উদ্যোগ নেওয়া হবে। অনুষ্ঠানে উপস্থিত ছিলেন বিভিন্ন পর্যায়ের নেতৃবৃন্দ, স্থানীয় গণ্যমান্য ব্যক্তিবর্গ ও সংগঠনের নেতাকর্মীরা। বক্তারা বলেন, জনগণের আস্থা অর্জনে সবাইকে ঐক্যবদ্ধভাবে কাজ করতে হবে। এ সময় বক্তারা দেশের চলমান পরিস্থিতি নিয়ে নিজ নিজ মতামত তুলে ধরেন এবং ভবিষ্যৎ করণীয় নির্ধারণে সম্মিলিত প্রচেষ্টার ওপর গুরুত্বারোপ করেন। তিনি বলেন, দেশের সার্বিক পরিস্থিতি বিবেচনায় নিয়ে সংশ্লিষ্ট কর্তৃপক্ষ প্রয়োজনীয় পদক্ষেপ নিয়েছে। সংশ্লিষ্ট সূত্রে জানা গেছে, আগামী দিনে সাধারণ মানুষে <box>255 698 474 1548</box>
article-headline: জামায়াত কখনো জান্নাতের টিকিট <box>31 1198 227 1215</box>
article-body: তিনি বলেন, দেশের সার্বিক পরিস্থিতি বিবেচনায় নিয়ে সংশ্লিষ্ট কর্তৃপক্ষ প্রয়োজনীয় পদক্ষেপ নিয়েছে। সংশ্লিষ্ট সূত্রে জানা গেছে, আগামী দিনে সাধারণ মানুষের স্বার্থে আরও কার্যকর উদ্যোগ নেওয়া হবে। অনুষ্ঠানে উপস্থিত ছিলেন বিভিন্ন পর্যায়ের নেতৃবৃন্দ, স্থানীয় গণ্যমান্য ব্যক্তিবর্গ ও সংগঠনের নেতাকর্মীরা। বক্তারা বলেন, জনগণের আস্থা অর্জনে সবাইকে ঐক্যবদ্ধভাবে কাজ করতে হবে। এ সময় বক্তারা দেশের চলমান পরিস্থিতি নিয়ে নিজ নিজ মতামত তুলে ধরেন এবং ভবিষ্যৎ করণীয় নির্ধারণে সম্মিলিত প্রচেষ্টার ওপর গুরুত্বারোপ করেন। তিনি বলেন, দেশের সার্বিক পরিস্থিতি বিবেচনায় নিয়ে সংশ্লিষ্ট কর্তৃপক্ষ প্রয়োজনীয় পদক্ষেপ নিয়েছে। সংশ্লিষ্ট সূত্রে জানা গেছে, আগামী দিনে সাধারণ মানুষের স্বার্থে আরও কার্যকর উদ্যোগ নেওয়া হবে। অনুষ্ঠানে উপস্থিত ছিলেন বিভিন্ন পর্যায়ের নেতৃবৃন্দ, স্থানীয় গণ্যমান্য ব্যক্তিবর্গ ও সংগঠনের নেতাকর্মীরা। বক্তারা বলেন, জনগণের আস্থা অর্জনে সবাইকে ঐক্যবদ্ধভাবে কাজ করতে হবে। এ সময় বক্তারা দেশের চলমান পরিস্থিতি নিয়ে নিজ নিজ মতামত তুলে ধরেন এবং ভবিষ্যৎ করণীয় নির্ধারণে সম্মিলিত প্রচেষ্টার ওপর গুরুত্বারোপ করেন। তিনি বলেন, দেশের সার্বিক পরিস্থিতি বিবেচনায় নিয়ে সংশ্লিষ্ট কর্তৃপক্ষ প্রয়োজনীয় পদক্ষেপ নিয়েছে। স <box>726 769 945 995</box>
article-body: তিনি বলেন, দেশের সার্বিক পরিস্থিতি বিবেচনায় নিয়ে সংশ্লিষ্ট কর্তৃপক্ষ প্রয়োজনীয় পদক্ষেপ নিয়েছে। সংশ্লিষ্ট সূত্রে জানা গেছে, আগামী দিনে সাধারণ মানুষের স্বার্থে আরও কার্যকর উদ্যোগ নেওয়া হবে। অনুষ্ঠানে উপস্থিত ছিলেন বিভিন্ন পর্যায়ের নেতৃবৃন্দ, স্থানীয <box>726 653 945 709</box>
page-number: ২ <box>299 26 315 55</box>
article-body: তিনি বলেন, দেশের সার্বিক পরিস্থিতি বিবেচনায় নিয়ে সংশ্লিষ্ট কর্তৃপক্ষ প্রয়োজনীয় পদক্ষেপ নিয়েছে। সংশ্লিষ্ট সূত্রে জানা গেছে, আগামী দিনে সাধারণ মানুষের স্বার্থে আরও কার্যকর উদ্যোগ নেওয়া হবে। অনুষ্ঠানে উপস্থিত ছিলেন বিভিন্ন পর্যায়ের নেতৃবৃন্দ, স্থানীয় গণ্যমান্য ব্যক্তিবর্গ ও সংগঠনের নেতাকর্মীরা। বক্তারা বলেন, জনগণের আস্থা অর্জনে সবাইকে ঐক্যবদ্ধভাবে কাজ করতে হবে। এ সময় বক্তারা দেশের চলমান পরিস্থিতি নিয়ে নিজ নিজ মতামত তুলে ধরেন এবং ভবিষ্যৎ করণীয় নির্ধারণে সম্মিলিত প্রচেষ্টার ওপর গুরুত্বারোপ করেন। তিনি বলেন, দেশের সার্বিক পরিস্থিতি বিবেচনায় নিয়ে সংশ্লিষ্ট কর্তৃপক্ষ প্রয়োজনীয় পদক্ষেপ নিয়েছে। সংশ্লিষ্ট সূত্রে জানা গেছে, আগামী দিনে সাধারণ মানুষের স্বার্থে আরও কার্যকর উদ্যোগ নেওয়া হবে। অনুষ্ঠানে উপস্থিত ছিলেন বিভিন্ন পর্যায়ের নেতৃবৃন্দ, স্থানীয় গণ্যমান্য ব্যক্তিবর্গ ও সংগঠনের নেতাকর্মীরা। বক্তারা বলেন, জনগণের আস্থা অর্জনে সবাইকে ঐক্যবদ্ধভাবে কাজ করতে হবে। এ সময় বক্তারা দেশের চলমান পরিস্থিতি নিয়ে নিজ নিজ মতামত তুলে ধরেন এবং ভবিষ্যৎ করণীয় নির্ধারণে সম্মিলিত প্রচেষ্টার ওপর গুরুত্বারোপ করেন। তিনি বলেন, দেশের সার্বিক পরিস্থিতি বিবেচনায় নিয়ে সংশ্লিষ্ট কর্তৃপক্ষ প্রয়োজনীয় পদক্ষেপ নিয়েছে। সংশ্লিষ্ট সূত্রে জানা গেছে, আগামী দিনে সাধারণ মানুষের স্বার্থে আরও কার্যকর উদ্যোগ নেওয়া হবে। অনুষ্ঠানে উপস্থিত ছিলেন বিভিন্ন পর্যায়ের নেতৃবৃন্দ, স্থানীয় গণ্যমান্য ব্যক্তিবর্গ ও সংগঠনের নেতাকর্মীরা। বক্তারা বলেন, জনগণের আস্থা অর্জনে সবাইকে ঐক্যবদ্ধভাবে কাজ করতে হবে। এ সময় বক্তারা দেশের চলমান পরিস্থিতি নিয়ে নিজ নিজ মতামত তুলে ধরেন এবং ভবিষ্যৎ করণীয় নির্ধারণে সম্মিলিত প্রচেষ্টার ওপর গুরুত্বারোপ করেন। তিনি বলেন, দেশের সার্বিক পরিস্থিতি বিবেচনায় নিয়ে সংশ্লিষ্ট কর্তৃপক্ষ প্রয়োজনীয় পদক্ষেপ নিয়েছে। সংশ্লিষ্ট সূত্রে জানা গেছে, আগামী দিনে সাধারণ মানুষের স্বার্থে আরও কার্যকর উদ্যোগ নেওয়া হবে। অনুষ্ঠানে উপস্থিত ছিলেন বিভিন্ন পর্যায়ের নেতৃবৃন্দ, স্থানীয় গণ্যমান্য ব্যক্তিবর্গ ও সংগঠনের নেতাকর্মীরা। বক্ <box>961 856 1181 1230</box>
article-subhead: নিজস্ব প্রতিবেদক <box>1003 834 1138 852</box>
article <box>255 303 473 639</box>
section-title: খবরের শেষাংশ <box>344 24 526 59</box>
article-subhead: প্রথম পৃষ্ঠার পর <box>62 480 197 498</box>
article-body: তিনি বলেন, দেশের সার্বিক পরিস্থিতি বিবেচনায় নিয়ে সংশ্লিষ্ট কর্তৃপক্ষ প্রয়োজনীয় পদক্ষেপ নিয়েছে। সংশ্লিষ্ট সূত্রে জানা গেছে, আগামী দিনে সাধারণ মানুষের স্বার্থে আরও কার্যকর উদ্যোগ নেওয়া হবে। অনুষ্ঠানে উপস্থিত ছিলেন বিভিন্ন পর্যায়ের নেতৃবৃন্দ, স্থানীয় গণ্যমান্য ব্যক্তিবর্গ ও সংগঠনের নেতাকর্মীরা। বক্তারা বলেন, জনগণের আস্থা অর্জনে সবাইকে ঐক্যবদ্ধভাবে কাজ করতে হবে। এ সময় বক্তারা দেশের চলমান পরিস্থিতি নিয়ে নিজ নিজ মতামত তুলে ধরেন এবং ভবিষ্যৎ করণীয় নির্ধারণে সম্মিলিত প্রচেষ্টার ওপর গুরুত্বারোপ করেন। তিনি বলেন, দেশের সার্বিক পরিস্থিতি বিবেচনায় নিয়ে সংশ্লিষ্ট কর্তৃপক্ষ প্রয়োজনীয় পদক্ষেপ নিয়েছে। সংশ্লিষ্ট সূত্রে জানা গেছে, আগামী দিনে সাধারণ মানুষের স্বার্থে আরও কার্যকর উদ্যোগ নেওয়া হবে। অনুষ্ঠানে উপস্থিত ছিলেন বিভিন্ন পর্যায়ের নেতৃবৃন্দ, স্থানীয় গণ্যমান্য ব্যক্তিবর্গ ও সংগঠনের নেতাকর্মীরা। বক্তারা বলেন, জনগণের আস্থা অর্জনে সবাইকে ঐক্যবদ্ধভাবে কাজ করতে হবে। এ সময় বক্তারা দেশের চলমান পরিস্থিতি নিয়ে নিজ নিজ মতামত তুলে ধরেন এবং ভবিষ্যৎ করণীয় নির্ধারণে সম্মিলিত প্রচেষ্টার ওপর গুরুত্বারোপ করেন। তিনি বলেন, দেশের সার্বিক পরিস্থিতি বিবেচনায় নিয়ে সংশ্লিষ্ট কর্তৃপক্ষ প্রয়োজনীয় পদক্ষেপ নিয়েছে। সংশ্লিষ্ট সূত্রে জানা গেছে, আগামী দিনে সাধারণ মানুষের স্বার্থে আরও কার্যকর উদ্যোগ নেওয়া হবে। অনুষ্ঠানে উপস্থিত ছিলেন বিভিন্ন পর্যায়ের নেতৃবৃন্দ, স্থানীয় গণ্যমান্য ব্যক্তিবর্গ ও সংগঠনের নেতাকর্মীরা। বক্তারা বলেন, জনগণের আস্থা অর্জনে সবাইকে ঐক্যবদ্ধভাবে কাজ করতে হবে। এ সময় বক্তারা দেশের চলমান পরিস্থিতি নিয়ে নিজ নিজ মতামত তুলে ধরেন এবং ভবিষ্যৎ করণীয় নির্ধারণে সম্মিলিত প্রচেষ্টার ওপর গুরুত্বারোপ করেন। তিনি বলেন, দেশের সার্বিক পরিস্থিতি বিবেচনায় নিয়ে সংশ্লিষ্ট কর্তৃপক্ষ প্রয়োজনীয় পদক্ষেপ নিয়েছে। সংশ্লিষ্ট সূত্রে জানা গেছে, আগামী দিনে সাধারণ মানুষের স্বার্থে আরও কার্যকর উদ্যোগ নেওয়া হবে। অনুষ্ঠানে উপস্থিত ছিলেন বিভিন্ন পর্যায়ের নেতৃবৃন্দ, স্থানীয় গণ্যমান্য ব্যক্তিবর্গ ও সংগঠনের নেতাকর্মীরা। বক্ <box>20 1242 239 1615</box>
newspaper-logo <box>992 19 1184 70</box>
article-subhead: প্রথম পৃষ্ঠার পর <box>768 1033 903 1051</box>
article <box>726 92 944 488</box>
article-body: তিনি বলেন, দেশের সার্বিক পরিস্থিতি বিবেচনায় নিয়ে সংশ্লিষ্ট কর্তৃপক্ষ প্রয়োজনীয় পদক্ষেপ নিয়েছে। সংশ্লিষ্ট সূত্রে জানা গেছে, আগামী দিনে সাধারণ মানুষের স্বার্থে আরও কার্যকর উদ্যোগ নেওয়া হবে। অনুষ্ঠানে উপস্থিত ছিলেন বিভিন্ন পর <box>726 547 945 592</box>
article-subhead: প্রথম পৃষ্ঠার পর <box>532 1267 667 1285</box>
article <box>962 92 1180 126</box>
article-headline: 'সুষ্ঠু নির্বাচন নিশ্চিতে তত্ত্বাবধায়ক সরকার ব্যবস্থা মানতে হবে' <box>735 1117 936 1153</box>
weekday-label: শুক্রবার <box>16 32 63 50</box>
article-headline: শেখ হাসিনা-কামালকে ফেরাতে <box>511 1246 689 1263</box>
article <box>726 495 944 593</box>
article <box>491 393 709 559</box>
news-column <box>954 90 1188 1826</box>
article-body: তিনি বলেন, দেশের সার্বিক পরিস্থিতি বিবেচনায় নিয়ে সংশ্লিষ্ট কর্তৃপক্ষ প্রয়োজনীয় পদক্ষেপ নিয়েছে। সংশ্লিষ্ট সূত্রে জানা গেছে, আগামী দিনে সাধারণ মানুষের স্বার্থে আরও কার্যকর উদ্যোগ নেওয়া হবে। অনুষ্ঠানে উপস্থিত ছিলেন বিভিন্ন পর্যায়ের নেতৃবৃন্দ, স্থানীয় গণ্যমান্য ব্যক্তিবর্গ ও সংগঠনের নেতাকর্মীরা। বক্তারা বলেন, জনগণের আস্থা অর্জনে সবাইকে ঐক্যবদ্ধভাবে কাজ করতে হবে। এ সময় বক্তারা দেশের চলমান পরিস্থিতি নিয়ে নিজ নিজ মতামত তুলে ধরেন এবং ভবিষ্যৎ করণীয় নির্ধারণে সম্মিলিত প্রচেষ্টার ওপর গুরুত্বারোপ করেন। তিনি বলেন, দেশের সার্বিক পরিস্থিতি বিবেচনায় নিয়ে সংশ্লিষ্ট কর্তৃপক্ষ প্রয়োজনীয় পদক্ষেপ নিয়েছে। সংশ্লিষ্ট সূত্রে জানা গেছে, আগামী দিনে সাধারণ মানুষের স্বার্থে আরও কার্যকর উদ্যোগ নেওয়া হবে। অনুষ্ঠানে উপস্থিত ছিলেন বিভিন্ন পর্যায়ের নেতৃবৃন্দ, স্থানীয় গণ্যমান্য ব্যক্তিবর্গ ও সংগঠনের নেতাকর্মীরা। বক্তারা বলেন, জনগণের আস্থা অর্জনে সবাইকে ঐক্যবদ্ধভাবে কাজ করতে হবে। এ সময় বক্তারা দেশের চলমান পরিস্থিতি নিয়ে নিজ নিজ মতামত তুলে ধরেন এবং ভবিষ্যৎ করণীয় নির্ধারণে সম্মিলিত প্রচেষ্টার ওপর গুরুত্বারোপ করেন। তিনি বলেন, দেশের সার্বিক পরিস্থিতি বিবেচনায় নিয়ে সংশ্লিষ্ট কর্তৃপক্ষ প্রয়োজনীয় পদক্ষেপ নিয়েছে। সংশ্লিষ্ট সূত্রে জানা গেছে, আগামী দিনে সাধারণ মানুষের স্বার্থে আরও কার্যকর উদ্যোগ নেওয়া হবে। অনুষ্ঠানে উপস্থিত ছিলেন বিভিন্ন পর্যায়ের নেতৃবৃন্দ, স্থানীয় গণ্যমান্য ব্যক্তিবর্গ ও সংগঠনের নেতাকর্মীরা। বক্তারা বলেন, জনগণের আস্থা অর্জনে সবাইকে ঐক্যবদ্ধভাবে কাজ করতে হবে। এ সময় বক্তারা দেশের চলমান পরিস্থিতি নিয়ে নিজ নিজ মতামত তুলে ধরেন এবং ভবিষ্যৎ করণীয় নির্ধারণে সম্মিলিত প্রচেষ্টার ওপর গুরুত্বারোপ করেন। তিনি বলেন, দেশের সার্বিক পরিস্থিতি বিবেচনায় নিয়ে সংশ্লিষ্ট কর্তৃপক্ষ প্রয়োজনীয় পদক্ষেপ নিয়েছে। সংশ্লিষ্ট সূত্রে জানা গেছে, আগামী দিনে সাধারণ মানুষের স্বার্থে আরও কার্যকর উদ্যোগ নেওয়া হবে। অনুষ্ঠানে <box>490 878 710 1229</box>
article-body: তিনি বলেন, দেশের সার্বিক পরিস্থিতি বিবেচনায় নিয়ে সংশ্লিষ্ট কর্তৃপক্ষ প্রয়োজনীয় পদক্ষেপ নিয়েছে। সংশ্লিষ্ট সূত্রে জানা গেছে, আগামী দিনে সাধারণ মানুষের স্বার্থে আরও কার্যকর উদ্যোগ নেওয়া হবে। অনুষ্ঠানে উপস্থিত ছিলেন বিভিন্ন পর্যায়ের নেতৃবৃন্দ, স্থানীয় গণ্যমান্য ব্যক্তিবর্গ ও সংগঠনের নেতাকর্মীরা। বক্তারা বলেন, জনগণের আস্থা অর্জনে সবাইকে ঐক্যবদ্ধভাবে কাজ করতে হবে। এ সময় বক্তারা দেশের চলমান পরিস্থিতি নিয়ে নিজ নিজ মতামত তুলে ধরেন এবং ভবিষ্যৎ করণীয় নির্ধারণে সম্মিলিত প্রচেষ্টার ওপর গুরুত্বারোপ করেন। তিনি বলেন, দেশের সার্বিক পরিস্থিতি বিবেচনায় নিয়ে সংশ্লিষ্ট কর্তৃপক্ষ প্রয়োজনীয় পদক্ষেপ নিয়েছে। সংশ্লিষ্ট সূত্রে জানা গেছে, আগামী দিনে সাধারণ মানুষের স্বার্থে আরও কার্যকর উদ্যোগ নেওয়া হবে। অনুষ্ঠানে উপস্থিত ছিলেন বিভিন্ন পর্যায়ের নেতৃবৃন্দ, স্থানীয় গণ্যমান্য ব্যক্তিবর্গ ও সংগঠনের নেতাকর্মীরা। বক্তারা বলেন, জনগণের আস্থা অর্জনে সবাইকে ঐক্যবদ্ধভাবে কাজ করতে হবে। এ সময় বক্তারা দেশের চলমান পরিস্থিতি নিয়ে নিজ নিজ মতামত তুলে ধরেন এবং ভবিষ্যৎ করণীয় নির্ধারণে সম্মিলিত প্রচেষ্টার ওপর গুরুত্বারোপ করেন। <box>255 92 474 295</box>
article <box>20 450 238 1183</box>
article-subhead: প্রথম পৃষ্ঠার পর <box>62 1219 197 1237</box>
news-column <box>12 90 247 1826</box>
logo-tagline: সত্য প্রকাশে আপসহীন জাতীয় দৈনিক <box>1031 20 1178 31</box>
article-subhead: নিজস্ব প্রতিবেদক <box>1003 551 1138 569</box>
article <box>255 92 473 296</box>
article <box>962 133 1180 495</box>
